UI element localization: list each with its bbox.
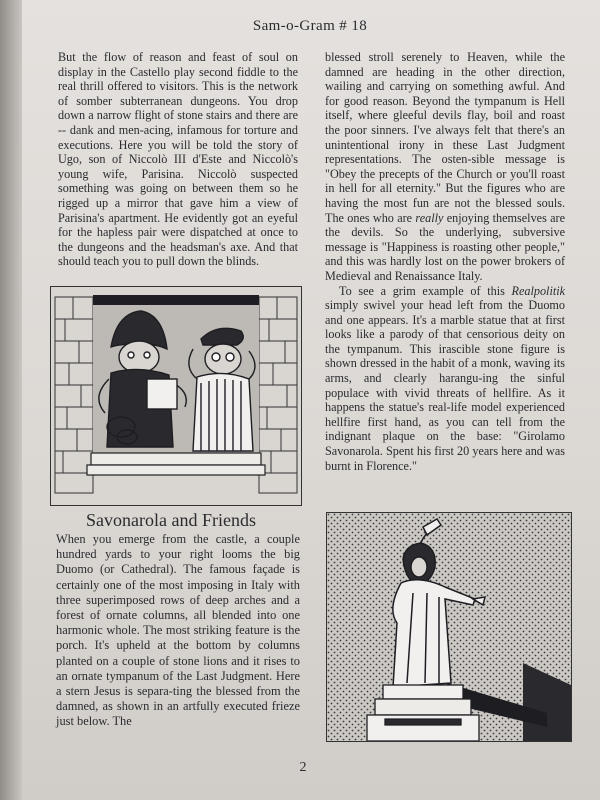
executioner-drawing bbox=[51, 287, 301, 505]
last-judgment-text-b: enjoying themselves are the devils. So the underlying, subversive message is "Happiness is roasting other people," and this was hardly lost on the power brokers of Medieval and Renaissance Italy. bbox=[325, 210, 566, 283]
page-number: 2 bbox=[299, 760, 307, 775]
dungeon-paragraph: But the flow of reason and feast of soul on display in the Castello play second fiddle to the real thrill offered to visitors. This is the network of somber subterranean dungeons. You drop down a narrow flight of stone stairs and there are -- dank and men-acing, infamous for torture and executions. Here you will be told the story of Ugo, son of Niccolò III d'Este and Niccolò's young wife, Parisina. Niccolò suspected something was going on between them so he rigged up a mirror that gave him a view of Parisina's apartment. He evidently got an eyeful for the hapless pair were dispatched at once to the dungeons and the headsman's axe. And that should teach you to pull down the blinds. bbox=[58, 50, 298, 269]
left-column bbox=[58, 50, 298, 269]
statue-drawing bbox=[327, 513, 571, 741]
realpolitik-emphasis: Realpolitik bbox=[511, 283, 566, 298]
statue-illustration bbox=[326, 512, 572, 742]
duomo-paragraph: When you emerge from the castle, a couple hundred yards to your right looms the big Duomo (or Cathedral). The famous façade is certainly one of the most imposing in Italy with three superimposed rows of deep arches and a forest of ornate columns, all blended into one harmonic whole. The most striking feature is the porch. It's upheld at the bottom by columns planted on a couple of stone lions and it rises to an ornate tympanum of the Last Judgment. Here a stern Jesus is separa-ting the blessed from the damned, as shown in an artfully executed frieze just below. The bbox=[56, 532, 300, 729]
savonarola-text-a: To see a grim example of this bbox=[339, 283, 505, 298]
page-header: Sam-o-Gram # 18 bbox=[252, 18, 368, 34]
right-column bbox=[325, 50, 565, 473]
last-judgment-text-a: blessed stroll serenely to Heaven, while the damned are heading in the other direction, wailing and carrying on something awful. And for good reason. Beyond the tympanum is Hell itself, where gleeful devils flay, boil and roast the poor sinners. I've always felt that there's an unintentional irony in these Last Judgment representations. The osten-sible message is "Obey the precepts of the Church or you'll roast in hell for all eternity." But the figures who are having the most fun are not the blessed souls. The ones who are bbox=[325, 50, 565, 225]
executioner-illustration bbox=[50, 286, 302, 506]
section-heading: Savonarola and Friends bbox=[86, 510, 256, 530]
really-emphasis: really bbox=[415, 210, 444, 225]
savonarola-paragraph bbox=[325, 284, 565, 474]
savonarola-text-b: simply swivel your head left from the Duomo and one appears. It's a marble statue that at first looks like a parody of that censorious deity on the tympanum. This irascible stone figure is shown dressed in the habit of a monk, waving its arms, and clearly harangu-ing the sinful populace with vivid threats of hellfire. As it happens the statue's real-life model experienced hellfire first hand, as you can tell from the indignant plaque on the base: "Girolamo Savonarola. Spent his first 20 years here and was burnt in Florence." bbox=[325, 298, 565, 473]
duomo-column bbox=[56, 532, 300, 730]
last-judgment-paragraph bbox=[325, 50, 565, 284]
